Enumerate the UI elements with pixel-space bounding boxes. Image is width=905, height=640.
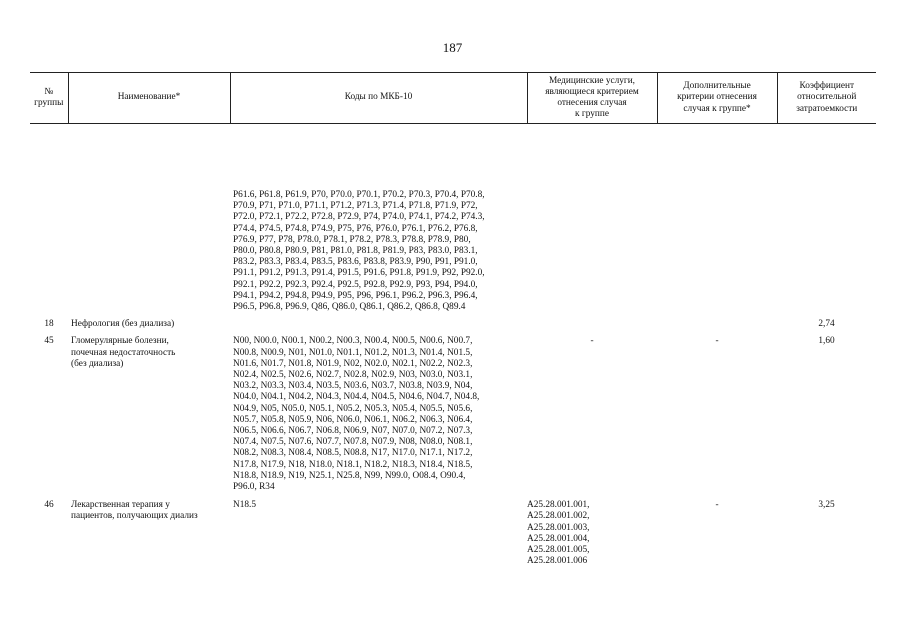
table-row <box>30 500 876 567</box>
tariff-groups-table <box>30 72 876 568</box>
cell-medical-services <box>527 124 657 318</box>
cell-medical-services: A25.28.001.001, A25.28.001.002, A25.28.001.003, A25.28.001.004, A25.28.001.005, A25.28.001.006 <box>527 500 590 567</box>
cell-group-number: 45 <box>44 336 54 347</box>
cell-cost-coefficient <box>777 124 876 318</box>
cell-name: Лекарственная терапия у пациентов, получающих диализ <box>71 500 198 522</box>
header-name: Наименование* <box>68 73 230 124</box>
cell-icd-codes: N18.5 <box>233 500 256 511</box>
cell-icd-codes: P61.6, P61.8, P61.9, P70, P70.0, P70.1, P70.2, P70.3, P70.4, P70.8, P70.9, P71, P71.0, P71.1, P71.2, P71.3, P71.4, P71.8, P71.9, P72, P72.0, P72.1, P72.2, P72.8, P72.9, P74, P74.0, P74.1, P74.2, P74.3, P74.4, P74.5, P74.8, P74.9, P75, P76, P76.0, P76.1, P76.2, P76.8, P76.9, P77, P78, P78.0, P78.1, P78.2, P78.3, P78.8, P78.9, P80, P80.0, P80.8, P80.9, P81, P81.0, P81.8, P81.9, P83, P83.0, P83.1, P83.2, P83.3, P83.4, P83.5, P83.6, P83.8, P83.9, P90, P91, P91.0, P91.1, P91.2, P91.3, P91.4, P91.5, P91.6, P91.8, P91.9, P92, P92.0, P92.1, P92.2, P92.3, P92.4, P92.5, P92.8, P92.9, P93, P94, P94.0, P94.1, P94.2, P94.8, P94.9, P95, P96, P96.1, P96.2, P96.3, P96.4, P96.5, P96.8, P96.9, Q86, Q86.0, Q86.1, Q86.2, Q86.8, Q89.4 <box>233 190 485 313</box>
cell-additional-criteria <box>657 317 777 336</box>
header-additional-criteria: Дополнительные критерии отнесения случая к группе* <box>657 73 777 124</box>
header-medical-services: Медицинские услуги, являющиеся критерием отнесения случая к группе <box>527 73 657 124</box>
cell-name: Нефрология (без диализа) <box>71 319 175 330</box>
header-cost-coefficient: Коэффициент относительной затратоемкости <box>777 73 876 124</box>
table-row <box>30 317 876 336</box>
table-row <box>30 336 876 500</box>
table-row <box>30 124 876 318</box>
cell-group-number: 18 <box>44 319 54 330</box>
cell-additional-criteria: - <box>715 500 719 511</box>
cell-additional-criteria: - <box>715 336 719 347</box>
cell-medical-services: - <box>590 336 594 347</box>
page-number: 187 <box>442 40 463 55</box>
cell-cost-coefficient: 2,74 <box>818 319 835 330</box>
cell-icd-codes: N00, N00.0, N00.1, N00.2, N00.3, N00.4, N00.5, N00.6, N00.7, N00.8, N00.9, N01, N01.0, N01.1, N01.2, N01.3, N01.4, N01.5, N01.6, N01.7, N01.8, N01.9, N02, N02.0, N02.1, N02.2, N02.3, N02.4, N02.5, N02.6, N02.7, N02.8, N02.9, N03, N03.0, N03.1, N03.2, N03.3, N03.4, N03.5, N03.6, N03.7, N03.8, N03.9, N04, N04.0, N04.1, N04.2, N04.3, N04.4, N04.5, N04.6, N04.7, N04.8, N04.9, N05, N05.0, N05.1, N05.2, N05.3, N05.4, N05.5, N05.6, N05.7, N05.8, N05.9, N06, N06.0, N06.1, N06.2, N06.3, N06.4, N06.5, N06.6, N06.7, N06.8, N06.9, N07, N07.0, N07.2, N07.3, N07.4, N07.5, N07.6, N07.7, N07.8, N07.9, N08, N08.0, N08.1, N08.2, N08.3, N08.4, N08.5, N08.8, N17, N17.0, N17.1, N17.2, N17.8, N17.9, N18, N18.0, N18.1, N18.2, N18.3, N18.4, N18.5, N18.8, N18.9, N19, N25.1, N25.8, N99, N99.0, O08.4, O90.4, P96.0, R34 <box>233 336 480 493</box>
header-group-number: № группы <box>30 73 68 124</box>
cell-cost-coefficient: 1,60 <box>818 336 835 347</box>
cell-additional-criteria <box>657 124 777 318</box>
cell-medical-services <box>527 317 657 336</box>
cell-name: Гломерулярные болезни, почечная недостаточность (без диализа) <box>71 336 176 369</box>
cell-cost-coefficient: 3,25 <box>818 500 835 511</box>
cell-name <box>68 124 230 318</box>
cell-group-number <box>30 124 68 318</box>
table-header-row <box>30 73 876 124</box>
cell-group-number: 46 <box>44 500 54 511</box>
header-icd-codes: Коды по МКБ-10 <box>230 73 527 124</box>
